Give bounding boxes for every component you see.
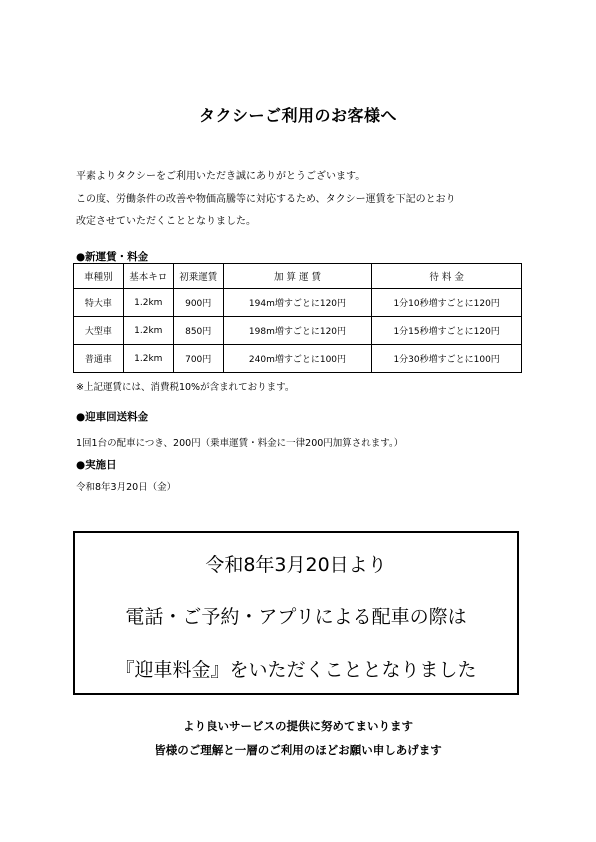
notice-box	[73, 531, 519, 695]
table-row	[74, 345, 522, 373]
base-distance-cell: 1.2km	[123, 345, 173, 373]
initial-fare-cell: 850円	[173, 317, 223, 345]
table-row	[74, 289, 522, 317]
column-header-initial-fare: 初乗運賃	[173, 264, 223, 289]
waiting-fee-cell: 1分15秒増すごとに120円	[372, 317, 522, 345]
intro-line: 平素よりタクシーをご利用いただき誠にありがとうございます。	[76, 171, 366, 182]
additional-fare-cell: 240m増すごとに100円	[223, 345, 372, 373]
additional-fare-cell: 198m増すごとに120円	[223, 317, 372, 345]
intro-line: この度、労働条件の改善や物価高騰等に対応するため、タクシー運賃を下記のとおり	[76, 193, 456, 205]
notice-line: 令和8年3月20日より	[205, 554, 387, 576]
fares-heading: ●新運賃・料金	[76, 251, 149, 263]
waiting-fee-cell: 1分10秒増すごとに120円	[372, 289, 522, 317]
base-distance-cell: 1.2km	[123, 289, 173, 317]
fare-table	[73, 263, 522, 373]
column-header-vehicle-type: 車種別	[74, 264, 124, 289]
base-distance-cell: 1.2km	[123, 317, 173, 345]
additional-fare-cell: 194m増すごとに120円	[223, 289, 372, 317]
effective-date-heading: ●実施日	[76, 459, 117, 471]
vehicle-type-cell: 特大車	[74, 289, 124, 317]
table-row	[74, 317, 522, 345]
effective-date-text: 令和8年3月20日（金）	[76, 482, 177, 493]
waiting-fee-cell: 1分30秒増すごとに100円	[372, 345, 522, 373]
page-title: タクシーご利用のお客様へ	[198, 106, 397, 125]
vehicle-type-cell: 大型車	[74, 317, 124, 345]
notice-line: 『迎車料金』をいただくこととなりました	[115, 659, 477, 681]
pickup-fee-text: 1回1台の配車につき、200円（乗車運賃・料金に一律200円加算されます。）	[76, 438, 404, 449]
notice-line: 電話・ご予約・アプリによる配車の際は	[125, 606, 467, 628]
column-header-additional-fare: 加 算 運 賃	[223, 264, 372, 289]
pickup-fee-heading: ●迎車回送料金	[76, 411, 149, 423]
intro-paragraph	[76, 166, 456, 234]
initial-fare-cell: 700円	[173, 345, 223, 373]
column-header-base-distance: 基本キロ	[123, 264, 173, 289]
vehicle-type-cell: 普通車	[74, 345, 124, 373]
closing-line: より良いサービスの提供に努めてまいります	[183, 719, 413, 733]
column-header-waiting-fee: 待 料 金	[372, 264, 522, 289]
fare-table-header-row	[74, 264, 522, 289]
closing-line: 皆様のご理解と一層のご利用のほどお願い申しあげます	[154, 743, 442, 757]
initial-fare-cell: 900円	[173, 289, 223, 317]
intro-line: 改定させていただくこととなりました。	[76, 216, 256, 227]
tax-note: ※上記運賃には、消費税10%が含まれております。	[76, 382, 295, 393]
